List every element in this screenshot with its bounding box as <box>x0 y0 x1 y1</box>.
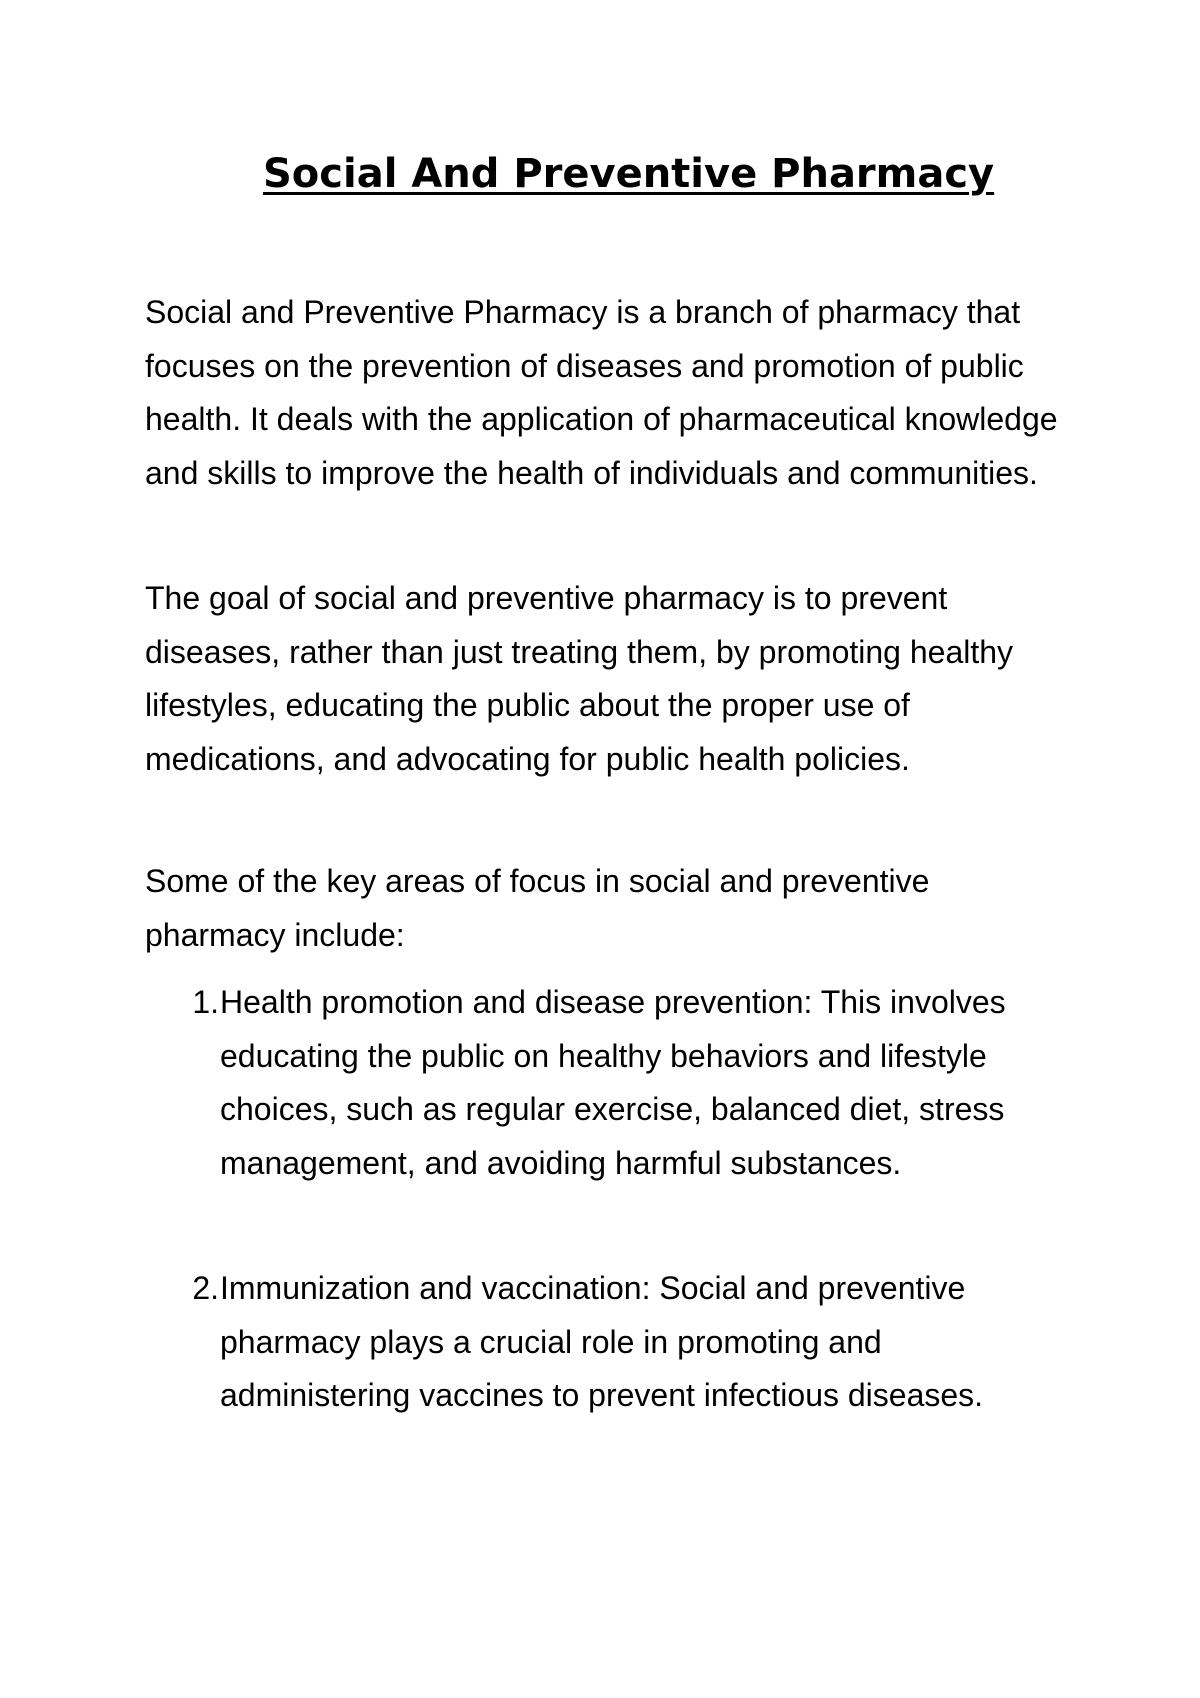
document-title: Social And Preventive Pharmacy <box>263 151 995 197</box>
paragraph-intro: Social and Preventive Pharmacy is a branch of pharmacy that focuses on the prevention of diseases and promotion of public health. It deals with the application of pharmaceutical knowledge and skills to improve the health of individuals and communities. <box>145 294 1058 491</box>
paragraph-goal: The goal of social and preventive pharmacy is to prevent diseases, rather than just treating them, by promoting healthy lifestyles, educating the public about the proper use of medications, and advocating for public health policies. <box>145 580 1014 777</box>
list-item-text: Health promotion and disease prevention: This involves educating the public on healthy behaviors and lifestyle choices, such as regular exercise, balanced diet, stress management, and avoiding harmful substances. <box>220 984 1006 1181</box>
list-item-number: 1. <box>192 984 219 1020</box>
list-item-text: Immunization and vaccination: Social and preventive pharmacy plays a crucial role in promoting and administering vaccines to prevent infectious diseases. <box>220 1270 984 1413</box>
list-item-number: 2. <box>192 1270 219 1306</box>
paragraph-key-areas: Some of the key areas of focus in social and preventive pharmacy include: <box>145 863 930 953</box>
